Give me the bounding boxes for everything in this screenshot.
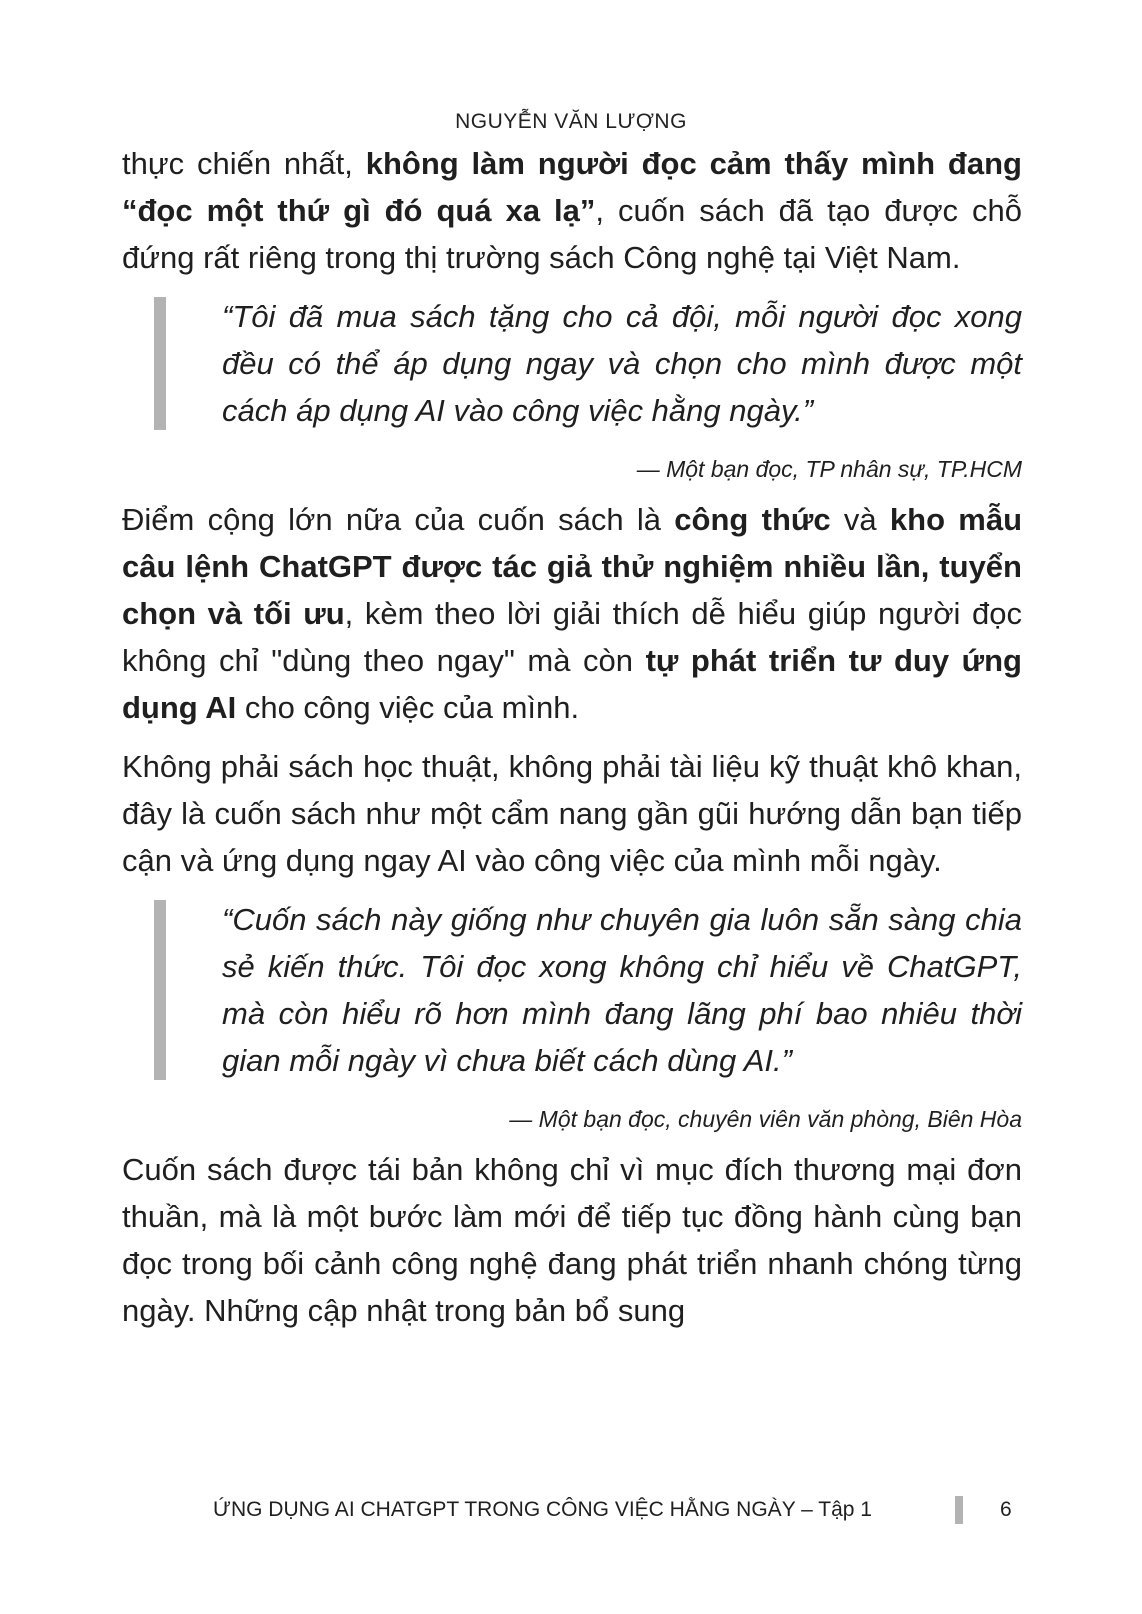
paragraph-2-text-2: và [830,502,890,537]
running-header-author: NGUYỄN VĂN LƯỢNG [455,110,687,133]
testimonial-quote-1 [122,293,1022,434]
paragraph-1-bold-1: không làm người đọc cảm thấy mình đang “đọc một thứ gì đó quá xa lạ” [122,146,1022,228]
page-body [122,140,1022,1334]
paragraph-2-bold-3: tự phát triển tư duy ứng dụng AI [122,643,1022,725]
quote-bar [154,900,166,1080]
paragraph-1-text-2: , cuốn sách đã tạo được chỗ đứng rất riêng trong thị trường sách Công nghệ tại Việt Nam. [122,193,1022,275]
paragraph-2-bold-1: công thức [674,502,831,537]
paragraph-4: Cuốn sách được tái bản không chỉ vì mục đích thương mại đơn thuần, mà là một bước làm mới để tiếp tục đồng hành cùng bạn đọc trong bối cảnh công nghệ đang phát triển nhanh chóng từng ngày. Những cập nhật trong bản bổ sung [122,1152,1022,1328]
footer-book-title: ỨNG DỤNG AI CHATGPT TRONG CÔNG VIỆC HẰNG NGÀY – Tập 1 [213,1498,872,1521]
paragraph-2 [122,496,1022,731]
quote-2-attribution: — Một bạn đọc, chuyên viên văn phòng, Biên Hòa [509,1106,1022,1132]
paragraph-1-text-1: thực chiến nhất, [122,146,366,181]
quote-2-text: “Cuốn sách này giống như chuyên gia luôn sẵn sàng chia sẻ kiến thức. Tôi đọc xong không chỉ hiểu về ChatGPT, mà còn hiểu rõ hơn mình đang lãng phí bao nhiêu thời gian mỗi ngày vì chưa biết cách dùng AI.” [222,902,1022,1078]
paragraph-2-text-1: Điểm cộng lớn nữa của cuốn sách là [122,502,675,537]
paragraph-2-bold-2: kho mẫu câu lệnh ChatGPT được tác giả thử nghiệm nhiều lần, tuyển chọn và tối ưu [122,502,1023,631]
page-number: 6 [1000,1498,1012,1521]
paragraph-1 [122,140,1022,281]
running-footer [0,1498,1142,1528]
footer-divider-bar [955,1496,963,1524]
quote-bar [154,297,166,430]
quote-1-text: “Tôi đã mua sách tặng cho cả đội, mỗi người đọc xong đều có thể áp dụng ngay và chọn cho mình được một cách áp dụng AI vào công việc hằng ngày.” [222,299,1022,428]
testimonial-quote-2 [122,896,1022,1084]
paragraph-2-text-3: , kèm theo lời giải thích dễ hiểu giúp người đọc không chỉ "dùng theo ngay" mà còn [122,596,1023,678]
quote-1-attribution: — Một bạn đọc, TP nhân sự, TP.HCM [636,456,1022,482]
paragraph-2-text-4: cho công việc của mình. [236,690,580,725]
paragraph-3: Không phải sách học thuật, không phải tài liệu kỹ thuật khô khan, đây là cuốn sách như một cẩm nang gần gũi hướng dẫn bạn tiếp cận và ứng dụng ngay AI vào công việc của mình mỗi ngày. [122,749,1022,878]
